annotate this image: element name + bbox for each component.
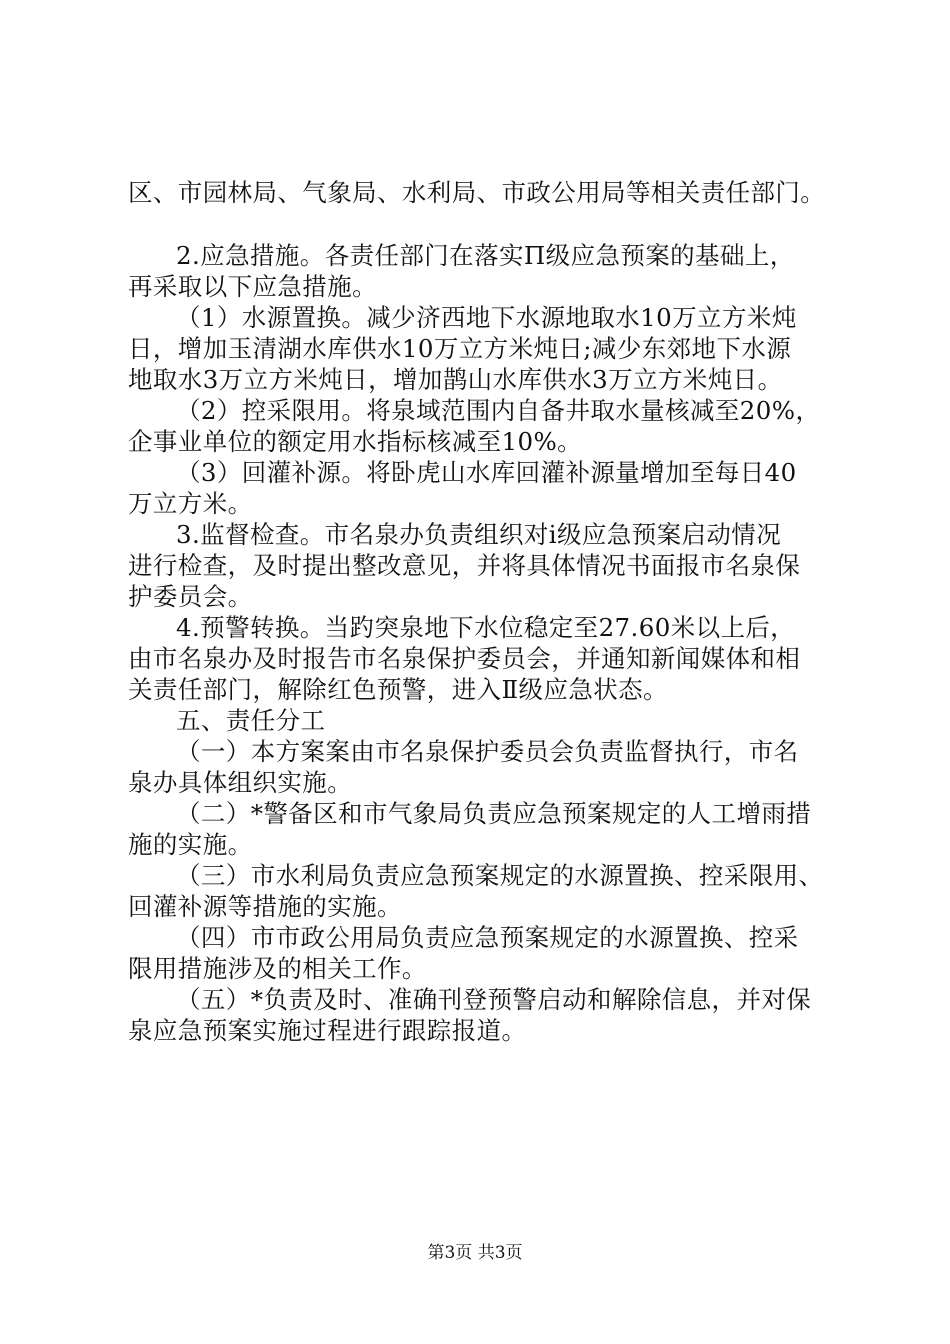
- text-line: 进行检查，及时提出整改意见，并将具体情况书面报市名泉保: [128, 551, 801, 580]
- text-line: （3）回灌补源。将卧虎山水库回灌补源量增加至每日40: [176, 458, 797, 487]
- text-line: 施的实施。: [128, 830, 253, 859]
- text-line: 日，增加玉清湖水库供水10万立方米炖日;减少东郊地下水源: [128, 334, 792, 363]
- page-number-footer: 第3页 共3页: [427, 1243, 523, 1263]
- text-line: 限用措施涉及的相关工作。: [128, 954, 427, 983]
- text-line: 3.监督检查。市名泉办负责组织对ⅰ级应急预案启动情况: [176, 520, 782, 549]
- text-line: 护委员会。: [128, 582, 253, 611]
- text-line: （三）市水利局负责应急预案规定的水源置换、控采限用、: [176, 861, 824, 890]
- text-line: （2）控采限用。将泉域范围内自备井取水量核减至20%，: [176, 396, 821, 425]
- text-line: （1）水源置换。减少济西地下水源地取水10万立方米炖: [176, 303, 797, 332]
- text-line: 地取水3万立方米炖日，增加鹊山水库供水3万立方米炖日。: [128, 365, 783, 394]
- text-line: 区、市园林局、气象局、水利局、市政公用局等相关责任部门。: [128, 178, 826, 207]
- text-line: 泉应急预案实施过程进行跟踪报道。: [128, 1016, 527, 1045]
- text-line: 回灌补源等措施的实施。: [128, 892, 402, 921]
- text-line: 2.应急措施。各责任部门在落实Π级应急预案的基础上，: [176, 241, 795, 270]
- section-heading: 五、责任分工: [176, 706, 326, 735]
- text-line: 关责任部门，解除红色预警，进入Ⅱ级应急状态。: [128, 675, 668, 704]
- text-line: 万立方米。: [128, 489, 253, 518]
- text-line: 再采取以下应急措施。: [128, 272, 377, 301]
- text-line: 企事业单位的额定用水指标核减至10%。: [128, 427, 583, 456]
- text-line: 4.预警转换。当趵突泉地下水位稳定至27.60米以上后，: [176, 613, 796, 642]
- text-line: （二）*警备区和市气象局负责应急预案规定的人工增雨措: [176, 799, 812, 828]
- text-line: （五）*负责及时、准确刊登预警启动和解除信息，并对保: [176, 985, 812, 1014]
- text-line: （四）市市政公用局负责应急预案规定的水源置换、控采: [176, 923, 799, 952]
- text-line: 由市名泉办及时报告市名泉保护委员会，并通知新闻媒体和相: [128, 644, 801, 673]
- text-line: （一）本方案案由市名泉保护委员会负责监督执行，市名: [176, 737, 799, 766]
- text-line: 泉办具体组织实施。: [128, 768, 353, 797]
